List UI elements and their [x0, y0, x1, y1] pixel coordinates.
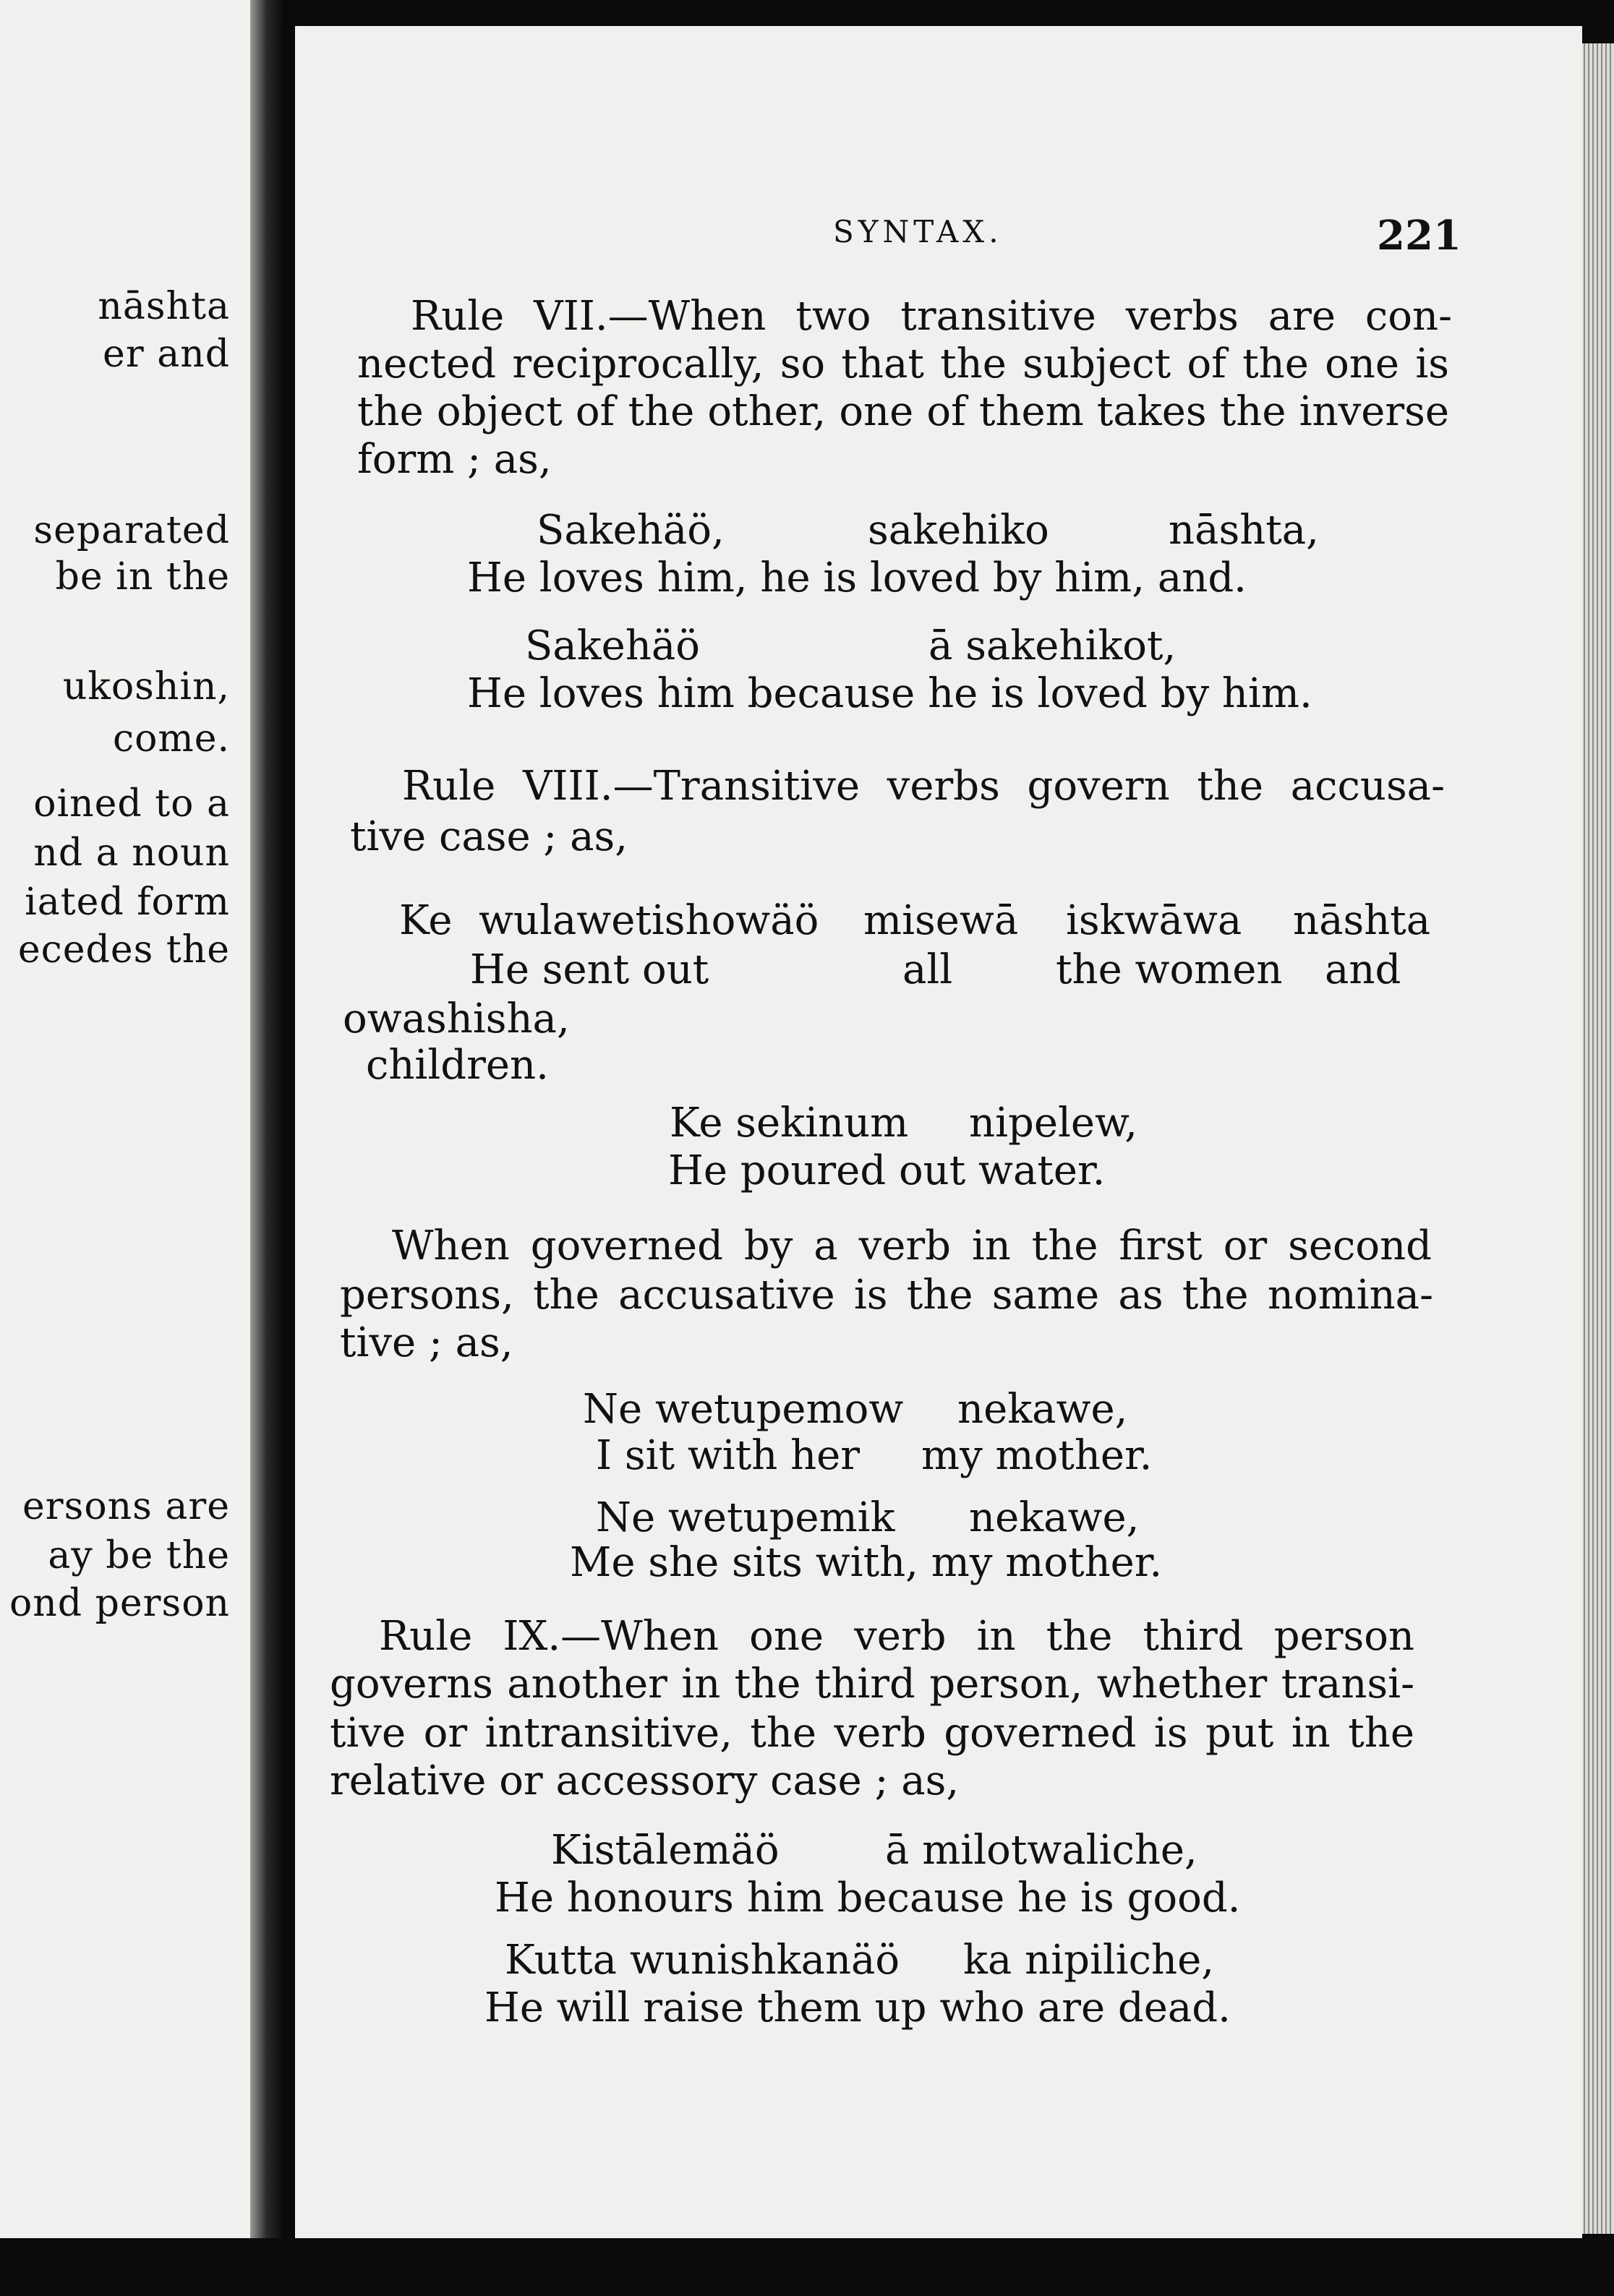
- example-word: iskwāwa: [1066, 897, 1242, 944]
- rule7-line-3: the object of the other, one of them takes the inverse: [357, 388, 1449, 435]
- left-page-line: be in the: [55, 555, 230, 599]
- rule8-example-2-gloss: He poured out water.: [668, 1147, 1106, 1194]
- left-page-line: oined to a: [33, 782, 230, 826]
- left-page-line: separated: [33, 509, 230, 552]
- left-page-line: nāshta: [98, 285, 230, 328]
- rule8-note-line-3: tive ; as,: [340, 1319, 513, 1366]
- book-gutter: [250, 0, 286, 2296]
- example-word: ā milotwaliche,: [885, 1827, 1197, 1874]
- left-page-line: ersons are: [22, 1485, 230, 1528]
- example-word: Ke sekinum: [670, 1100, 909, 1147]
- gloss-word: and: [1325, 946, 1401, 993]
- rule8-example-1-continued: owashisha,: [343, 995, 570, 1042]
- gloss-word: the women: [1056, 946, 1283, 993]
- book-page: [283, 26, 1582, 2238]
- rule7-line-1: Rule VII.—When two transitive verbs are con-: [411, 293, 1452, 340]
- example-word: Ke: [399, 897, 453, 944]
- scan-border: [0, 2238, 1614, 2296]
- rule8-line-2: tive case ; as,: [350, 813, 628, 860]
- example-word: ka nipiliche,: [963, 1937, 1215, 1984]
- example-word: sakehiko: [868, 507, 1049, 554]
- rule9-example-1-gloss: He honours him because he is good.: [495, 1875, 1241, 1922]
- left-page-line: iated form: [25, 881, 230, 924]
- left-page-line: nd a noun: [33, 831, 230, 875]
- rule8-note-line-2: persons, the accusative is the same as the nomina-: [340, 1272, 1433, 1319]
- example-word: misewā: [863, 897, 1019, 944]
- gloss-word: He sent out: [470, 946, 709, 993]
- left-facing-page: [0, 0, 266, 2296]
- rule8-example-1-gloss-continued: children.: [366, 1042, 549, 1089]
- rule8-line-1: Rule VIII.—Transitive verbs govern the accusa-: [402, 763, 1445, 810]
- example-word: nipelew,: [969, 1100, 1138, 1147]
- gloss-word: my mother.: [921, 1432, 1153, 1479]
- left-page-line: come.: [112, 717, 230, 761]
- left-page-line: ay be the: [48, 1534, 230, 1577]
- running-head: SYNTAX.: [833, 214, 1003, 249]
- example-word: Ne wetupemik: [596, 1494, 895, 1541]
- example-word: nekawe,: [957, 1386, 1128, 1433]
- example-word: wulawetishowäö: [479, 897, 819, 944]
- rule9-line-2: governs another in the third person, whether transi-: [330, 1661, 1414, 1708]
- example-word: Sakehäö: [525, 622, 700, 669]
- rule7-example-2-gloss: He loves him because he is loved by him.: [467, 670, 1312, 717]
- example-word: Sakehäö,: [537, 507, 725, 554]
- rule7-example-1-gloss: He loves him, he is loved by him, and.: [467, 554, 1247, 601]
- rule9-line-4: relative or accessory case ; as,: [330, 1757, 960, 1804]
- rule8-example-4-gloss: Me she sits with, my mother.: [570, 1539, 1163, 1586]
- rule9-example-2-gloss: He will raise them up who are dead.: [484, 1984, 1231, 2031]
- example-word: nāshta: [1293, 897, 1431, 944]
- example-word: Kutta wunishkanäö: [505, 1937, 900, 1984]
- example-word: Kistālemäö: [551, 1827, 780, 1874]
- gloss-word: all: [902, 946, 953, 993]
- rule9-line-3: tive or intransitive, the verb governed is put in the: [330, 1710, 1414, 1757]
- example-word: Ne wetupemow: [583, 1386, 904, 1433]
- left-page-line: ukoshin,: [62, 665, 230, 708]
- rule9-line-1: Rule IX.—When one verb in the third person: [379, 1613, 1414, 1660]
- left-page-line: ecedes the: [17, 928, 230, 972]
- gloss-word: I sit with her: [596, 1432, 861, 1479]
- example-word: nekawe,: [969, 1494, 1140, 1541]
- example-word: nāshta,: [1169, 507, 1319, 554]
- left-page-line: ond person: [9, 1582, 230, 1625]
- rule8-note-line-1: When governed by a verb in the first or second: [392, 1222, 1432, 1269]
- rule7-line-2: nected reciprocally, so that the subject of the one is: [357, 340, 1449, 387]
- left-page-line: er and: [103, 333, 230, 376]
- example-word: ā sakehikot,: [928, 622, 1177, 669]
- page-number: 221: [1377, 212, 1461, 260]
- rule7-line-4: form ; as,: [357, 436, 552, 483]
